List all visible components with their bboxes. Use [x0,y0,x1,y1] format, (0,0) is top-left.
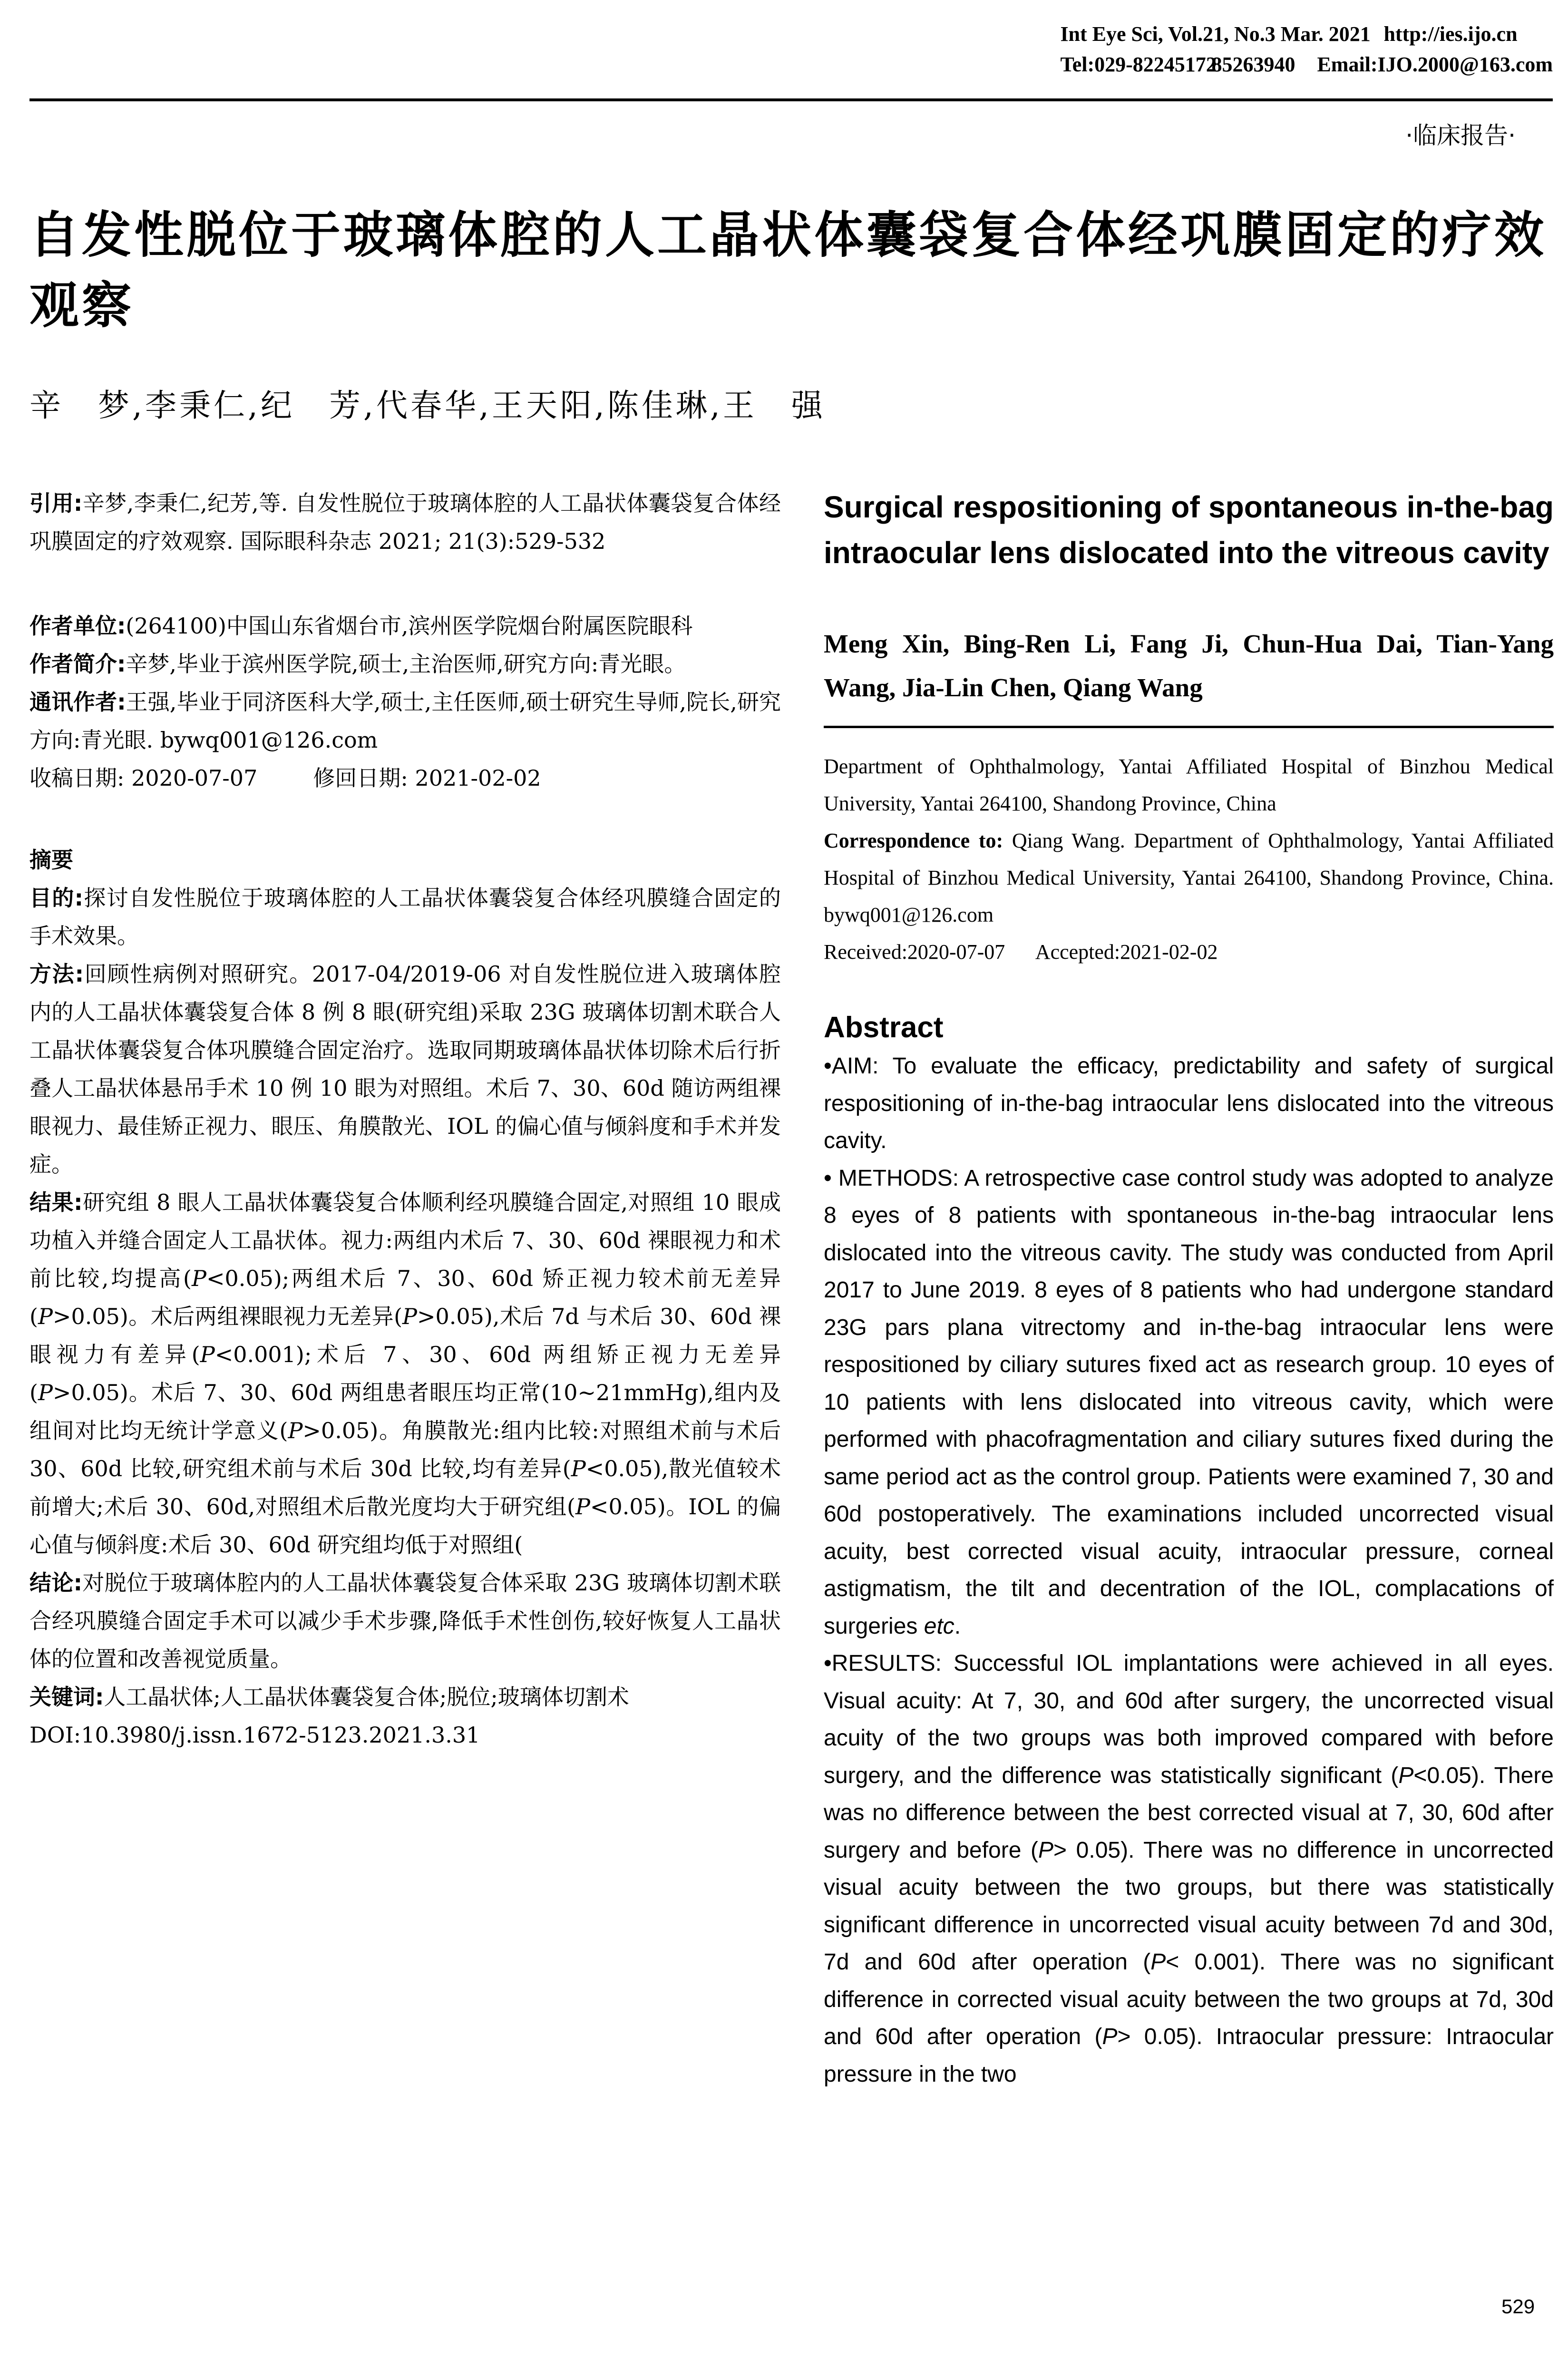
results-text-cn: >0.05)。术后 7、30、60d 两组患者眼压均正常(10~21mmHg),组内及组间对比均无统计学意义( [29,1380,781,1443]
results-text-en: <0.05). There was no difference between the best corrected visual at 7, 30, 60d after surgery and before ( [824,1763,1554,1863]
p-value-symbol: P [1038,1837,1054,1863]
abstract-conclusion-cn [29,1564,781,1678]
citation-label: 引用: [29,490,83,516]
dates-en [824,934,1554,971]
revised-date-cn: 修回日期: 2021-02-02 [313,765,541,791]
p-value-symbol: P [1150,1949,1166,1975]
right-column [824,484,1554,2093]
abstract-body-en [824,1048,1554,2093]
author-divider [824,726,1554,728]
dates-cn [29,759,781,797]
corresponding-author-text: 王强,毕业于同济医科大学,硕士,主任医师,硕士研究生导师,院长,研究方向:青光眼. bywq001@126.com [29,689,781,753]
affiliation-text: (264100)中国山东省烟台市,滨州医学院烟台附属医院眼科 [126,613,693,639]
p-value-symbol: P [571,1456,586,1481]
results-text-en: > 0.05). There was no difference in uncorrected visual acuity between the two groups, but there was statistically significant difference in uncorrected visual acuity between 7d and 30d, 7d and 60d after operation ( [824,1837,1554,1975]
results-text-cn: <0.05)。IOL 的偏心值与倾斜度:术后 30、60d 研究组均低于对照组( [29,1494,781,1558]
citation-text: 辛梦,李秉仁,纪芳,等. 自发性脱位于玻璃体腔的人工晶状体囊袋复合体经巩膜固定的疗效观察. 国际眼科杂志 2021; 21(3):529-532 [29,490,781,554]
author-list-cn: 辛 梦,李秉仁,纪 芳,代春华,王天阳,陈佳琳,王 强 [29,387,826,424]
abstract-heading-en: Abstract [824,1011,944,1044]
etc-text: etc [924,1613,954,1639]
aim-text-cn: 探讨自发性脱位于玻璃体腔的人工晶状体囊袋复合体经巩膜缝合固定的手术效果。 [29,885,781,949]
corresponding-author-block [29,683,781,759]
left-column [29,484,781,1754]
p-value-symbol: P [288,1418,303,1443]
corresponding-author-label: 通讯作者: [29,689,126,715]
abstract-results-en [824,1645,1554,2093]
results-text-cn: >0.05)。术后两组裸眼视力无差异( [52,1304,403,1329]
doi[interactable]: DOI:10.3980/j.issn.1672-5123.2021.3.31 [29,1722,480,1748]
page-number: 529 [1501,2295,1535,2318]
journal-email[interactable]: Email:IJO.2000@163.com [1317,53,1553,76]
received-date-en: Received:2020-07-07 [824,940,1005,964]
abstract-methods-en [824,1160,1554,1646]
p-value-symbol: P [191,1266,206,1291]
article-title-cn: 自发性脱位于玻璃体腔的人工晶状体囊袋复合体经巩膜固定的疗效观察 [29,206,1547,334]
keywords-label-cn: 关键词: [29,1684,104,1710]
journal-citation: Int Eye Sci, Vol.21, No.3 Mar. 2021 [1060,22,1371,46]
results-text-cn: <0.001);术后 7、30、60d 两组矫正视力无差异( [29,1342,781,1405]
conclusion-label-cn: 结论: [29,1570,83,1596]
results-text-cn: >0.05),术后 7d 与术后 30、60d 裸眼视力有差异( [29,1304,781,1367]
journal-header [1060,19,1553,80]
received-date-cn: 收稿日期: 2020-07-07 [29,765,258,791]
abstract-methods-cn [29,955,781,1183]
affiliation-block [29,607,781,645]
journal-tel: Tel:029-82245172 [1060,53,1217,76]
keywords-block-cn [29,1678,781,1716]
results-text-cn: <0.05),散光值较术前增大;术后 30、60d,对照组术后散光度均大于研究组( [29,1456,781,1520]
aim-label-cn: 目的: [29,885,84,911]
keywords-text-cn: 人工晶状体;人工晶状体囊袋复合体;脱位;玻璃体切割术 [104,1684,629,1710]
abstract-aim-en: •AIM: To evaluate the efficacy, predictability and safety of surgical respositioning of in-the-bag intraocular lens dislocated into the vitreous cavity. [824,1053,1554,1153]
results-label-cn: 结果: [29,1189,83,1215]
correspondence-text-en: Qiang Wang. Department of Ophthalmology, Yantai Affiliated Hospital of Binzhou Medical University, Yantai 264100, Shandong Province, China. bywq001@126.com [824,829,1554,926]
journal-tel-2: 85263940 [1211,53,1295,76]
abstract-heading-cn: 摘要 [29,847,73,873]
results-text-cn: <0.05);两组术后 7、30、60d 矫正视力较术前无差异( [29,1266,781,1329]
methods-text-en: . [954,1613,961,1639]
p-value-symbol: P [402,1304,417,1329]
methods-label-cn: 方法: [29,961,84,987]
correspondence-en [824,822,1554,934]
p-value-symbol: P [200,1342,215,1367]
results-text-en: •RESULTS: Successful IOL implantations were achieved in all eyes. Visual acuity: At 7, 30, and 60d after surgery, the uncorrected visual acuity of the two groups was both improved compared with before surgery, and the difference was statistically significant ( [824,1651,1554,1788]
author-bio-block [29,645,781,683]
header-divider [29,98,1553,101]
p-value-symbol: P [1398,1763,1414,1788]
results-text-en: > 0.05). Intraocular pressure: Intraocular pressure in the two [824,2024,1554,2087]
citation-block [29,484,781,560]
abstract-aim-cn [29,879,781,955]
methods-text-cn: 回顾性病例对照研究。2017-04/2019-06 对自发性脱位进入玻璃体腔内的人工晶状体囊袋复合体 8 例 8 眼(研究组)采取 23G 玻璃体切割术联合人工晶状体囊袋复合体巩膜缝合固定治疗。选取同期玻璃体晶状体切除术后行折叠人工晶状体悬吊手术 10 例 10 眼为对照组。术后 7、30、60d 随访两组裸眼视力、最佳矫正视力、眼压、角膜散光、IOL 的偏心值与倾斜度和手术并发症。 [29,961,781,1177]
methods-text-en: • METHODS: A retrospective case control study was adopted to analyze 8 eyes of 8 patients with spontaneous in-the-bag intraocular lens dislocated into the vitreous cavity. The study was conducted from April 2017 to June 2019. 8 eyes of 8 patients who had undergone standard 23G pars plana vitrectomy and in-the-bag intraocular lens were respositioned by ciliary sutures fixed act as research group. 10 eyes of 10 patients with lens dislocated into vitreous cavity, which were performed with phacofragmentation and ciliary sutures fixed during the same period act as the control group. Patients were examined 7, 30 and 60d postoperatively. The examinations included uncorrected visual acuity, best corrected visual acuity, intraocular pressure, corneal astigmatism, the tilt and decentration of the IOL, complacations of surgeries [824,1165,1554,1639]
affiliation-text-en: Department of Ophthalmology, Yantai Affiliated Hospital of Binzhou Medical University, Yantai 264100, Shandong Province, China [824,755,1554,815]
accepted-date-en: Accepted:2021-02-02 [1035,940,1218,964]
author-bio-label: 作者简介: [29,651,126,677]
article-title-en: Surgical respositioning of spontaneous in-the-bag intraocular lens dislocated into the vitreous cavity [824,490,1554,570]
results-text-cn: 研究组 8 眼人工晶状体囊袋复合体顺利经巩膜缝合固定,对照组 10 眼成功植入并缝合固定人工晶状体。视力:两组内术后 7、30、60d 裸眼视力和术前比较,均提高( [29,1189,781,1291]
section-tag: ·临床报告· [1405,122,1516,149]
author-list-en: Meng Xin, Bing-Ren Li, Fang Ji, Chun-Hua Dai, Tian-Yang Wang, Jia-Lin Chen, Qiang Wang [824,629,1554,702]
correspondence-label-en: Correspondence to: [824,829,1003,852]
p-value-symbol: P [575,1494,590,1520]
abstract-results-cn [29,1183,781,1564]
results-text-en: < 0.001). There was no significant difference in corrected visual acuity between the two groups at 7d, 30d and 60d after operation ( [824,1949,1554,2049]
affiliation-label: 作者单位: [29,613,126,639]
affiliation-en [824,748,1554,971]
author-bio-text: 辛梦,毕业于滨州医学院,硕士,主治医师,研究方向:青光眼。 [126,651,686,677]
p-value-symbol: P [1102,2024,1118,2049]
journal-url[interactable]: http://ies.ijo.cn [1383,22,1518,46]
conclusion-text-cn: 对脱位于玻璃体腔内的人工晶状体囊袋复合体采取 23G 玻璃体切割术联合经巩膜缝合固定手术可以减少手术步骤,降低手术性创伤,较好恢复人工晶状体的位置和改善视觉质量。 [29,1570,781,1672]
p-value-symbol: P [38,1380,53,1405]
p-value-symbol: P [38,1304,53,1329]
results-text-cn: >0.05)。角膜散光:组内比较:对照组术前与术后 30、60d 比较,研究组术前与术后 30d 比较,均有差异( [29,1418,781,1481]
